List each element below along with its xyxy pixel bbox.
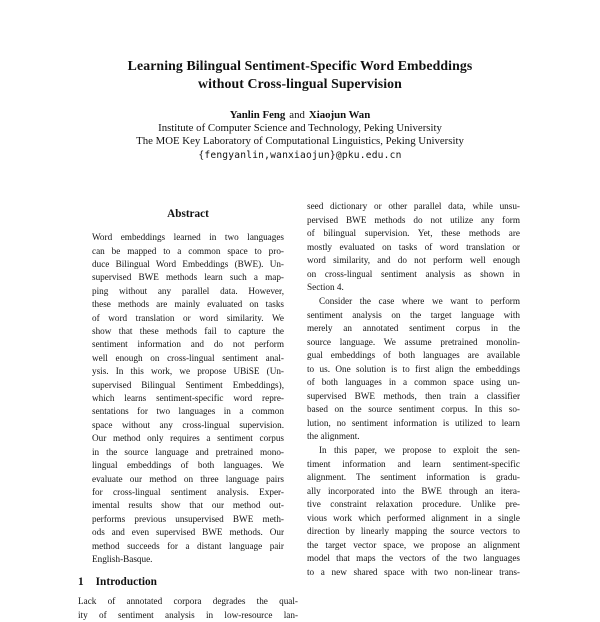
section-heading-introduction bbox=[78, 575, 298, 589]
text-line: timent information and learn sentiment-specific bbox=[307, 458, 520, 469]
paragraph bbox=[307, 295, 520, 444]
text-line: source language. We assume pretrained monolin- bbox=[307, 336, 520, 347]
paper-header bbox=[0, 0, 600, 162]
text-line: on cross-lingual sentiment analysis as shown in bbox=[307, 268, 520, 279]
text-line: method succeeds for a distant language pair bbox=[92, 540, 284, 551]
text-line: lution, no sentiment information is utilized to learn bbox=[307, 417, 520, 428]
paper-title-line-1: Learning Bilingual Sentiment-Specific Word Embeddings bbox=[127, 58, 473, 73]
affiliation-line-2: The MOE Key Laboratory of Computational Linguistics, Peking University bbox=[136, 134, 464, 147]
text-line: the target vector space, we propose an alignment bbox=[307, 539, 520, 550]
text-line: ods and even supervised BWE methods. Our bbox=[92, 527, 284, 538]
text-line: of both languages in a common space using un- bbox=[307, 377, 520, 388]
text-line: evaluate our method on three language pairs bbox=[92, 473, 284, 484]
text-line: sentiment analysis on the target language with bbox=[307, 309, 520, 320]
section-number: 1 bbox=[78, 576, 84, 589]
text-line: of word translation or word similarity. We bbox=[92, 312, 284, 323]
text-line: for cross-lingual sentiment analysis. Exper- bbox=[92, 486, 284, 497]
text-line: ping without any parallel data. However, bbox=[92, 285, 284, 296]
text-line: English-Basque. bbox=[92, 553, 153, 564]
text-line: ysis. In this work, we propose UBiSE (Un- bbox=[92, 366, 284, 377]
right-column bbox=[307, 200, 520, 622]
text-line: can be mapped to a common space to pro- bbox=[92, 245, 284, 256]
author-name-2: Xiaojun Wan bbox=[308, 109, 371, 121]
text-line: direction by linearly mapping the source vectors to bbox=[307, 526, 520, 537]
text-line: imental results show that our method out- bbox=[92, 500, 284, 511]
text-line: these methods are mainly evaluated on tasks bbox=[92, 299, 284, 310]
text-line: sentiment information and do not perform bbox=[92, 339, 284, 350]
text-line: alignment. The sentiment information is gradu- bbox=[307, 472, 520, 483]
two-column-body bbox=[78, 200, 600, 622]
affiliation-line-1: Institute of Computer Science and Technology, Peking University bbox=[158, 122, 442, 134]
text-line: Consider the case where we want to perform bbox=[319, 296, 520, 307]
paragraph bbox=[307, 200, 520, 295]
text-line: of bilingual supervision. Yet, these methods are bbox=[307, 228, 520, 239]
text-line: In this paper, we propose to exploit the sen- bbox=[319, 445, 520, 456]
text-line: lingual embeddings of both languages. We bbox=[92, 460, 284, 471]
text-line: word similarity, and do not perform well enough bbox=[307, 255, 520, 266]
text-line: ity of sentiment analysis in low-resource lan- bbox=[78, 609, 298, 620]
text-line: gual embeddings of both languages are available bbox=[307, 350, 520, 361]
left-column bbox=[78, 200, 298, 622]
text-line: to us. One solution is to first align the embeddings bbox=[307, 363, 520, 374]
text-line: Our method only requires a sentiment corpus bbox=[92, 433, 284, 444]
text-line: sentations for two languages in a common bbox=[92, 406, 284, 417]
authors-line bbox=[0, 109, 600, 122]
text-line: to a new shared space with two non-linear trans- bbox=[307, 566, 520, 577]
text-line: mostly evaluated on tasks of word translation or bbox=[307, 241, 520, 252]
paragraph bbox=[307, 444, 520, 579]
text-line: Lack of annotated corpora degrades the qual- bbox=[78, 596, 298, 607]
text-line: Word embeddings learned in two languages bbox=[92, 232, 284, 243]
text-line: merely an annotated sentiment corpus in the bbox=[307, 323, 520, 334]
text-line: duce Bilingual Word Embeddings (BWE). Un- bbox=[92, 259, 284, 269]
section-title: Introduction bbox=[95, 576, 157, 589]
text-line: seed dictionary or other parallel data, while unsu- bbox=[307, 201, 520, 212]
text-line: ally incorporated into the BWE through an itera- bbox=[307, 485, 520, 496]
text-line: the alignment. bbox=[307, 431, 360, 442]
paper-title-line-2: without Cross-lingual Supervision bbox=[198, 76, 402, 91]
text-line: vious work which performed alignment in a single bbox=[307, 512, 520, 523]
abstract-text bbox=[92, 231, 284, 566]
text-line: well enough on cross-lingual sentiment anal- bbox=[92, 352, 284, 363]
text-line: supervised BWE methods learn such a map- bbox=[92, 272, 284, 283]
abstract-heading: Abstract bbox=[167, 208, 209, 221]
text-line: supervised Bilingual Sentiment Embeddings), bbox=[92, 379, 284, 390]
text-line: pervised BWE methods do not utilize any form bbox=[307, 214, 520, 225]
text-line: which learns sentiment-specific word repre- bbox=[92, 393, 284, 404]
text-line: Section 4. bbox=[307, 282, 344, 293]
text-line: show that these methods fail to capture the bbox=[92, 326, 284, 337]
author-name-1: Yanlin Feng bbox=[229, 109, 286, 121]
text-line: supervised BWE methods, then train a classifier bbox=[307, 390, 520, 401]
text-line: model that maps the vectors of the two languages bbox=[307, 553, 520, 564]
text-line: tive constraint relaxation procedure. Unlike pre- bbox=[307, 499, 520, 510]
text-line: space without any cross-lingual supervision. bbox=[92, 419, 284, 430]
introduction-text bbox=[78, 595, 298, 622]
email-line: {fengyanlin,wanxiaojun}@pku.edu.cn bbox=[198, 150, 402, 162]
text-line: performs previous unsupervised BWE meth- bbox=[92, 513, 284, 524]
author-conjunction: and bbox=[289, 109, 305, 121]
text-line: in the source language and pretrained mono- bbox=[92, 446, 284, 457]
text-line: based on the source sentiment corpus. In this so- bbox=[307, 404, 520, 415]
